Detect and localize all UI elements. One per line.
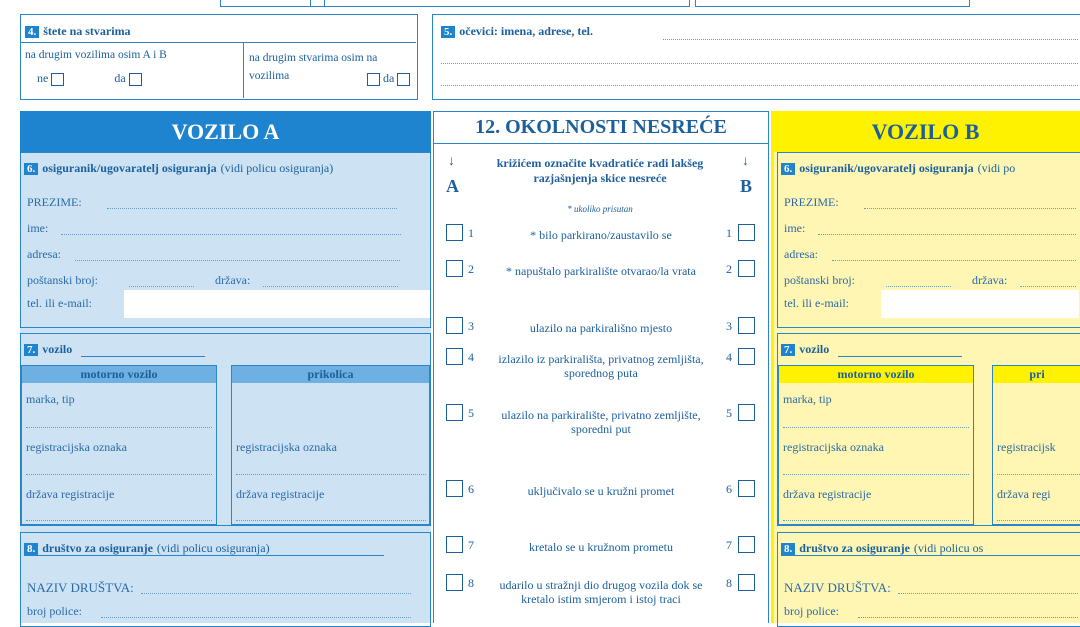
make-field[interactable] [783,427,969,428]
circumstance-number-b: 5 [726,406,732,420]
contact-label: tel. ili e-mail: [784,296,849,310]
vehicle-section-a [20,333,431,526]
country-label: država: [215,273,251,287]
section-number: 7. [24,344,38,356]
section-note: (vidi policu osiguranja) [156,541,270,555]
circumstance-number-b: 3 [726,319,732,333]
country-reg-label: država registracije [26,487,115,501]
company-label: NAZIV DRUŠTVA: [784,580,891,595]
insured-section-a [20,152,431,328]
section-damage-other [20,14,418,100]
circumstance-a-checkbox[interactable] [446,404,463,421]
circumstance-number-a: 8 [468,576,474,590]
top-field-2 [310,0,690,7]
insured-title-a [24,159,333,177]
make-field[interactable] [26,427,212,428]
vehicle-title-a [24,340,72,358]
circumstance-number-a: 2 [468,262,474,276]
section-title: vozilo [42,342,73,356]
section-number: 4. [25,26,39,38]
name-label: ime: [784,221,806,235]
circumstance-row [440,258,762,302]
damage-objects-options [367,71,410,86]
postal-label: poštanski broj: [784,273,855,287]
vehicle-a-panel [20,152,431,623]
yes-label: da [114,71,126,85]
section-title: društvo za osiguranje [799,541,910,555]
no-label: ne [37,71,49,85]
motor-vehicle-box-a [21,365,217,525]
circumstance-a-checkbox[interactable] [446,536,463,553]
section-number: 8. [781,543,795,555]
witnesses-line-3[interactable] [441,85,1078,86]
circumstance-number-a: 5 [468,406,474,420]
circumstance-b-checkbox[interactable] [738,224,755,241]
trailer-reg-field[interactable] [236,474,426,475]
section-witnesses [432,14,1080,100]
damage-objects-text: na drugim stvarima osim na vozilima [249,52,378,82]
section-title: osiguranik/ugovaratelj osiguranja [42,161,217,175]
make-label: marka, tip [26,392,75,406]
section-damage-title [25,22,131,40]
country-label: država: [972,273,1008,287]
divider [24,555,384,556]
reg-field[interactable] [26,474,212,475]
section-number: 6. [781,163,795,175]
section-number: 5. [441,26,455,38]
circumstance-b-checkbox[interactable] [738,404,755,421]
insured-section-b [777,152,1080,328]
yellow-edge [771,111,774,623]
circumstance-text: udarilo u stražnji dio drugog vozila dok se kretalo istim smjerom i istoj traci [499,578,703,606]
divider [243,42,244,98]
policy-label: broj police: [27,604,82,618]
column-b-letter: B [740,176,753,196]
circumstance-b-checkbox[interactable] [738,260,755,277]
country-field[interactable] [1020,286,1076,287]
circumstance-a-checkbox[interactable] [446,480,463,497]
circumstance-number-b: 4 [726,350,732,364]
country-reg-label: država registracije [783,487,872,501]
country-reg-field[interactable] [783,520,969,521]
circumstance-number-a: 1 [468,226,474,240]
circumstance-a-checkbox[interactable] [446,574,463,591]
divider [781,555,1080,556]
circumstance-b-checkbox[interactable] [738,348,755,365]
circumstance-b-checkbox[interactable] [738,574,755,591]
circumstance-row [440,346,762,390]
insured-title-b [781,159,1015,177]
circumstance-text: kretalo se u kružnom prometu [529,540,673,554]
trailer-country-field[interactable] [236,520,426,521]
section-number: 7. [781,344,795,356]
insurer-section-b [777,532,1080,627]
contact-label: tel. ili e-mail: [27,296,92,310]
circumstance-number-a: 7 [468,538,474,552]
vehicle-b-header: VOZILO B [771,111,1080,152]
circumstance-number-b: 1 [726,226,732,240]
divider [838,356,962,357]
make-label: marka, tip [783,392,832,406]
trailer-country-field[interactable] [997,520,1080,521]
circumstance-a-checkbox[interactable] [446,260,463,277]
top-field-3 [695,0,970,7]
trailer-country-label: država registracije [236,487,325,501]
yes-label: da [383,71,395,85]
trailer-box-b [992,365,1080,525]
section-note: (vidi policu osiguranja) [220,161,334,175]
policy-label: broj police: [784,604,839,618]
circumstance-row [440,572,762,616]
name-field[interactable] [818,234,1076,235]
motor-vehicle-header: motorno vozilo [779,366,973,383]
circumstance-number-b: 8 [726,576,732,590]
section-title: očevici: imena, adrese, tel. [459,24,593,38]
damage-objects-no-checkbox[interactable] [367,73,380,86]
circumstance-b-checkbox[interactable] [738,480,755,497]
section-title: osiguranik/ugovaratelj osiguranja [799,161,974,175]
vehicle-section-b [777,333,1080,526]
damage-vehicles-yes-checkbox[interactable] [129,73,142,86]
circumstance-text: * bilo parkirano/zaustavilo se [530,228,672,242]
policy-field[interactable] [101,617,411,618]
company-field[interactable] [898,593,1078,594]
section-note: (vidi policu os [913,541,984,555]
circumstance-a-checkbox[interactable] [446,317,463,334]
circumstance-a-checkbox[interactable] [446,348,463,365]
arrow-a-icon: ↓ [448,154,455,169]
address-label: adresa: [27,247,61,261]
section-title: štete na stvarima [43,24,131,38]
circumstance-text: ulazilo na parkiralište, privatno zemljište, sporedni put [501,408,701,436]
surname-label: PREZIME: [784,195,839,209]
country-field[interactable] [263,286,398,287]
circumstance-number-a: 4 [468,350,474,364]
circumstance-text: * napuštalo parkiralište otvarao/la vrata [506,264,696,278]
reg-field[interactable] [783,474,969,475]
circumstance-text: uključivalo se u kružni promet [527,484,675,498]
circumstance-number-b: 2 [726,262,732,276]
postal-field[interactable] [886,286,951,287]
circumstance-number-b: 6 [726,482,732,496]
trailer-reg-label: registracijska oznaka [236,440,337,454]
witnesses-title-row [441,22,593,40]
circumstances-instruction: križićem označite kvadratiće radi lakšeg razjašnjenja skice nesreće [496,156,704,185]
postal-field[interactable] [129,286,194,287]
trailer-box-a [231,365,430,525]
top-strip [20,0,970,8]
reg-label: registracijska oznaka [26,440,127,454]
circumstance-a-checkbox[interactable] [446,224,463,241]
company-field[interactable] [141,593,411,594]
circumstances-note: * ukoliko prisutan [567,204,633,214]
address-field[interactable] [832,260,1076,261]
circumstance-number-a: 3 [468,319,474,333]
circumstance-b-checkbox[interactable] [738,536,755,553]
address-field[interactable] [75,260,400,261]
damage-vehicles-options [37,71,142,86]
witnesses-line-1[interactable] [663,39,1078,40]
section-title: vozilo [799,342,830,356]
section-title: društvo za osiguranje [42,541,153,555]
contact-field[interactable] [881,290,1079,318]
circumstance-number-a: 6 [468,482,474,496]
circumstance-text: ulazilo na parkirališno mjesto [529,321,673,335]
damage-objects-yes-checkbox[interactable] [397,73,410,86]
trailer-header: pri [993,366,1080,383]
motor-vehicle-box-b [778,365,974,525]
name-field[interactable] [61,234,401,235]
reg-label: registracijska oznaka [783,440,884,454]
trailer-reg-field[interactable] [997,474,1080,475]
name-label: ime: [27,221,49,235]
circumstance-b-checkbox[interactable] [738,317,755,334]
circumstance-row [440,402,762,446]
trailer-reg-label: registracijsk [997,440,1056,454]
surname-label: PREZIME: [27,195,82,209]
motor-vehicle-header: motorno vozilo [22,366,216,383]
damage-vehicles-label: na drugim vozilima osim A i B [25,49,167,61]
country-reg-field[interactable] [26,520,212,521]
postal-label: poštanski broj: [27,273,98,287]
column-a-letter: A [446,176,459,196]
arrow-b-icon: ↓ [742,154,749,169]
vehicle-b-panel [771,152,1080,623]
circumstance-row [440,478,762,522]
contact-field[interactable] [124,290,430,318]
section-number: 8. [24,543,38,555]
circumstances-header: 12. OKOLNOSTI NESREĆE [433,111,769,144]
address-label: adresa: [784,247,818,261]
vehicle-a-header: VOZILO A [20,111,431,152]
witnesses-line-2[interactable] [441,63,1078,64]
section-note: (vidi po [977,161,1016,175]
divider [21,42,416,43]
surname-field[interactable] [107,208,397,209]
insurer-section-a [20,532,431,627]
trailer-country-label: država regi [997,487,1051,501]
circumstance-number-b: 7 [726,538,732,552]
company-label: NAZIV DRUŠTVA: [27,580,134,595]
trailer-header: prikolica [232,366,429,383]
damage-vehicles-no-checkbox[interactable] [51,73,64,86]
section-number: 6. [24,163,38,175]
surname-field[interactable] [864,208,1076,209]
policy-field[interactable] [858,617,1078,618]
circumstance-text: izlazilo iz parkirališta, privatnog zemljišta, sporednog puta [498,352,704,380]
divider [81,356,205,357]
vehicle-title-b [781,340,829,358]
